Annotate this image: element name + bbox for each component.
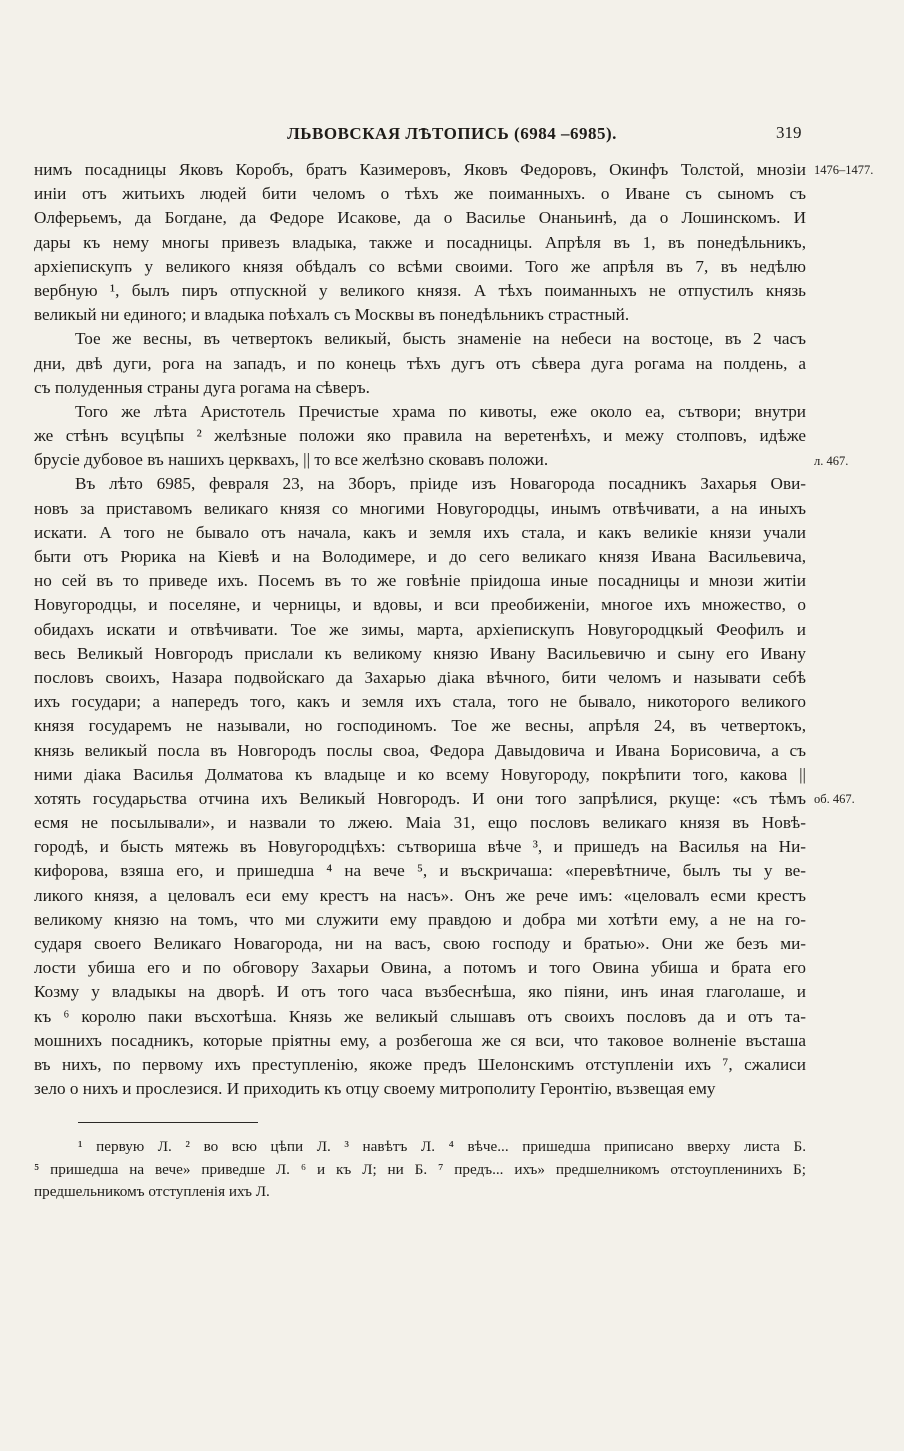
footnote-line: ¹ первую Л. ² во всю цѣпи Л. ³ навѣтъ Л. ⁴ вѣче... пришедша приписано вверху листа Б.	[78, 1138, 806, 1155]
text-line: Тое же весны, въ четвертокъ великый, бысть знаменіе на небеси на востоце, въ 2 часъ	[75, 329, 806, 349]
text-line: быти отъ Рюрика на Кіевѣ и на Володимере, и до сего великаго князя Ивана Васильевича,	[34, 547, 806, 566]
text-line: архіепискупъ у великого князя обѣдалъ со всѣми своими. Того же апрѣля въ 7, въ недѣлю	[34, 256, 806, 276]
text-line: нимъ посадницы Яковъ Коробъ, братъ Казимеровъ, Яковъ Федоровъ, Окинфъ Толстой, мнозіи	[34, 160, 806, 179]
text-line: ними діака Василья Долматова къ владыце и ко всему Новугороду, покрѣпити того, какова ||	[34, 764, 806, 784]
text-line: кифорова, взяша его, и пришедша ⁴ на вече ⁵, и въскричаша: «перевѣтниче, былъ ты у ве-	[34, 861, 806, 881]
running-head-title: ЛЬВОВСКАЯ ЛѢТОПИСЬ (6984 –6985).	[287, 124, 617, 143]
margin-note-years: 1476–1477.	[814, 163, 874, 177]
text-line: обидахъ искати и отвѣчивати. Тое же зимы, марта, архіепискупъ Новугородцкый Феофилъ и	[34, 619, 806, 639]
text-line: ликого князя, а целовалъ еси ему крестъ на насъ». Онъ же рече имъ: «целовалъ есми крестъ	[34, 885, 806, 905]
text-line: князя государемъ не называли, но господиномъ. Тое же весны, апрѣля 24, въ четвертокъ,	[34, 716, 806, 736]
text-line: но сей въ то приведе ихъ. Посемъ въ то же говѣніе пріидоша иные посадницы и мнози житіи	[34, 571, 806, 591]
text-line: брусіе дубовое въ нашихъ церквахъ, || то все желѣзно сковавъ положи.	[34, 450, 549, 470]
text-line: Того же лѣта Аристотель Пречистые храма по кивоты, еже около еа, сътвори; внутри	[75, 401, 806, 421]
text-line: Козму у владыкы на дворѣ. И отъ того часа възбеснѣша, яко піяни, инъ иная глаголаше, и	[34, 982, 806, 1002]
text-line: великый ни единого; и владыка поѣхалъ съ Москвы въ понедѣльникъ страстный.	[34, 305, 630, 325]
text-line: въ нихъ, по первому ихъ преступленію, якоже предъ Шелонскимъ отступленіи ихъ ⁷, сжалиси	[34, 1054, 806, 1074]
text-line: Олферьемъ, да Богдане, да Федоре Исакове, да о Василье Онаньинѣ, да о Лошинскомъ. И	[34, 208, 806, 228]
text-line: сударя своего Великаго Новагорода, ни на васъ, свою господу и братью». Они же безъ ми-	[34, 934, 806, 953]
footnote-line: предшельникомъ отступленія ихъ Л.	[34, 1183, 270, 1200]
text-line: съ полуденныя страны дуга рогама на сѣверъ.	[34, 377, 370, 397]
text-line: зело о нихъ и прослезися. И приходить къ отцу своему митрополиту Геронтію, възвещая ему	[34, 1079, 716, 1099]
footnote-line: ⁵ пришедша на вече» приведше Л. ⁶ и къ Л; ни Б. ⁷ предъ... ихъ» предшелникомъ отстоупленинихъ Б;	[34, 1160, 806, 1178]
text-line: дни, двѣ дуги, рога на западъ, и по конець тѣхъ дугъ отъ сѣвера дуга рогама на полдень, а	[34, 353, 806, 373]
text-line: лости убиша его и по обговору Захарьи Овина, а потомъ и того Овина убиша и брата его	[34, 958, 806, 978]
margin-note-leaf-verso: об. 467.	[814, 792, 855, 806]
text-line: къ ⁶ королю паки въсхотѣша. Князь же великый слышавъ отъ своихъ пословъ да и отъ та-	[34, 1006, 806, 1026]
text-line: Новугородцы, и поселяне, и черницы, и вдовы, и вси преобиженіи, многое ихъ множество, о	[34, 595, 806, 615]
text-line: весь Великый Новгородъ прислали къ великому князю Ивану Васильевичю и сыну его Ивану	[34, 643, 806, 663]
text-line: новъ за приставомъ великаго князя со многими Новугородцы, инымъ отвѣчивати, а на иныхъ	[34, 498, 806, 518]
text-line: дары къ нему многы привезъ владыка, также и посадницы. Апрѣля въ 1, въ понедѣльникъ,	[34, 232, 806, 252]
text-line: Въ лѣто 6985, февраля 23, на Зборъ, пріиде изъ Новагорода посадникъ Захарья Ови-	[75, 474, 806, 494]
text-line: же стѣнъ всуцѣпы ² желѣзные положи яко правила на веретенѣхъ, и межу столповъ, идѣже	[34, 426, 806, 446]
text-line: иніи отъ житьихъ людей бити челомъ о тѣхъ же поиманныхъ. о Иване съ сыномъ съ	[34, 184, 806, 204]
text-line: искати. А того не бывало отъ начала, какъ и земля ихъ стала, и какъ великіе князи учали	[34, 522, 806, 542]
text-line: городѣ, и бысть мятежь въ Новугородцѣхъ: сътвориша вѣче ³, и пришедъ на Василья на Ни-	[34, 837, 806, 857]
text-line: мошнихъ посадникъ, которые пріятны ему, а розбегоша же ся вси, что таковое волненіе въсташа	[34, 1030, 806, 1050]
main-text	[34, 158, 806, 1101]
text-line: великому князю на томъ, что ми служити ему правдою и добра ми хотѣти ему, а не на го-	[34, 909, 806, 929]
footnote-rule	[78, 1122, 258, 1123]
page-number: 319	[776, 123, 802, 142]
footnotes	[34, 1136, 806, 1204]
text-line: пословъ своихъ, Назара подвойскаго да Захарью діака вѣчного, бити челомъ и называти себѣ	[34, 667, 806, 687]
text-line: вербную ¹, былъ пиръ отпускной у великого князя. А тѣхъ поиманныхъ не отпустилъ князь	[34, 280, 806, 300]
text-line: хотять государьства отчина ихъ Великый Новгородъ. И они того запрѣлися, ркуще: «съ тѣмъ	[34, 788, 806, 808]
text-line: есмя не посылывали», и назвали то лжею. Маіа 31, ещо пословъ великаго князя въ Новѣ-	[34, 813, 806, 833]
text-line: князь великый посла въ Новгородъ послы своа, Федора Давыдовича и Ивана Борисовича, а съ	[34, 740, 806, 760]
margin-note-leaf: л. 467.	[814, 454, 849, 468]
text-line: ихъ государи; а напередъ того, какъ и земля ихъ стала, того не бывало, никоторого великого	[34, 692, 806, 712]
